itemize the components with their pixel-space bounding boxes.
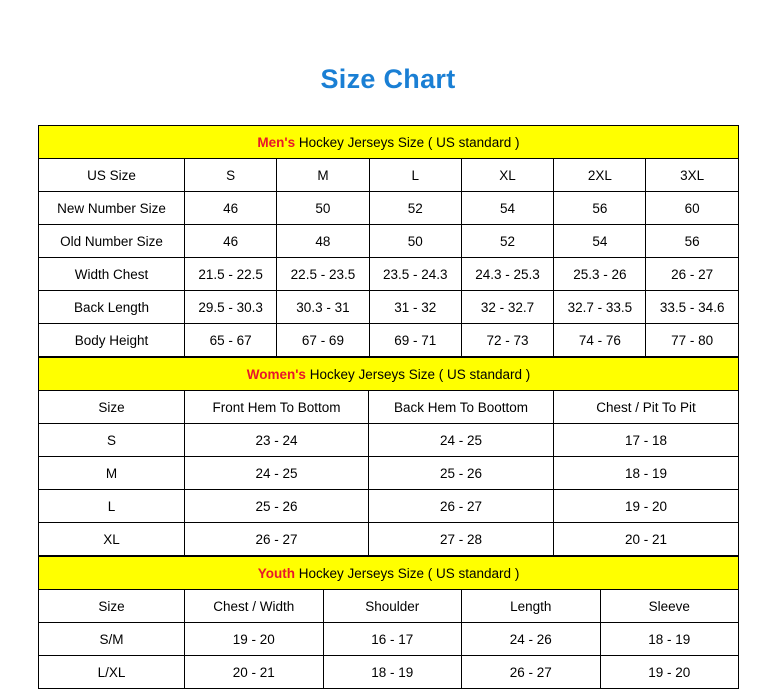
youth-row-0-val-1: 16 - 17 (323, 623, 462, 656)
womens-row-0-val-2: 17 - 18 (554, 424, 739, 457)
mens-row-4-val-2: 69 - 71 (369, 324, 461, 357)
womens-col-0: Size (39, 391, 185, 424)
mens-row-4-label: Body Height (39, 324, 185, 357)
youth-section-header-row (39, 557, 739, 590)
youth-row-1-label: L/XL (39, 656, 185, 689)
mens-section-header (39, 126, 739, 159)
table-row (39, 258, 739, 291)
mens-row-3-val-0: 29.5 - 30.3 (185, 291, 277, 324)
mens-row-3-val-5: 33.5 - 34.6 (646, 291, 738, 324)
mens-row-2-val-2: 23.5 - 24.3 (369, 258, 461, 291)
mens-row-2-val-1: 22.5 - 23.5 (277, 258, 369, 291)
mens-row-4-val-5: 77 - 80 (646, 324, 738, 357)
youth-row-1-val-2: 26 - 27 (462, 656, 601, 689)
youth-row-1-val-0: 20 - 21 (185, 656, 324, 689)
womens-row-0-label: S (39, 424, 185, 457)
womens-row-2-val-0: 25 - 26 (185, 490, 369, 523)
mens-row-0-val-3: 54 (461, 192, 553, 225)
mens-header-accent: Men's (257, 134, 296, 150)
womens-col-2: Back Hem To Boottom (369, 391, 554, 424)
mens-column-header-row (39, 159, 739, 192)
table-row (39, 490, 739, 523)
womens-row-3-val-2: 20 - 21 (554, 523, 739, 556)
youth-header-rest: Hockey Jerseys Size ( US standard ) (294, 565, 520, 581)
womens-column-header-row (39, 391, 739, 424)
youth-row-0-val-2: 24 - 26 (462, 623, 601, 656)
mens-row-0-val-1: 50 (277, 192, 369, 225)
mens-size-table (38, 125, 739, 357)
mens-row-3-val-2: 31 - 32 (369, 291, 461, 324)
womens-row-3-label: XL (39, 523, 185, 556)
youth-col-2: Shoulder (323, 590, 462, 623)
table-row (39, 225, 739, 258)
womens-row-0-val-1: 24 - 25 (369, 424, 554, 457)
youth-row-0-val-0: 19 - 20 (185, 623, 324, 656)
mens-row-3-label: Back Length (39, 291, 185, 324)
mens-row-1-val-3: 52 (461, 225, 553, 258)
youth-row-1-val-1: 18 - 19 (323, 656, 462, 689)
mens-row-2-val-5: 26 - 27 (646, 258, 738, 291)
mens-row-0-val-5: 60 (646, 192, 738, 225)
table-row (39, 424, 739, 457)
mens-row-3-val-3: 32 - 32.7 (461, 291, 553, 324)
youth-col-1: Chest / Width (185, 590, 324, 623)
table-row (39, 656, 739, 689)
mens-row-1-label: Old Number Size (39, 225, 185, 258)
womens-header-accent: Women's (246, 366, 306, 382)
womens-row-1-label: M (39, 457, 185, 490)
mens-header-rest: Hockey Jerseys Size ( US standard ) (295, 134, 520, 150)
mens-col-6: 3XL (646, 159, 738, 192)
size-chart-tables (38, 125, 738, 689)
youth-column-header-row (39, 590, 739, 623)
mens-row-4-val-3: 72 - 73 (461, 324, 553, 357)
womens-row-0-val-0: 23 - 24 (185, 424, 369, 457)
womens-row-1-val-2: 18 - 19 (554, 457, 739, 490)
youth-col-4: Sleeve (600, 590, 739, 623)
youth-row-0-label: S/M (39, 623, 185, 656)
mens-row-1-val-0: 46 (185, 225, 277, 258)
mens-row-4-val-0: 65 - 67 (185, 324, 277, 357)
table-row (39, 457, 739, 490)
youth-section-header (39, 557, 739, 590)
womens-row-3-val-1: 27 - 28 (369, 523, 554, 556)
womens-section-header-row (39, 358, 739, 391)
womens-col-3: Chest / Pit To Pit (554, 391, 739, 424)
mens-row-2-val-3: 24.3 - 25.3 (461, 258, 553, 291)
youth-row-0-val-3: 18 - 19 (600, 623, 739, 656)
mens-col-0: US Size (39, 159, 185, 192)
youth-size-table (38, 556, 739, 689)
womens-section-header (39, 358, 739, 391)
mens-row-3-val-4: 32.7 - 33.5 (554, 291, 646, 324)
mens-row-4-val-1: 67 - 69 (277, 324, 369, 357)
youth-header-accent: Youth (257, 565, 295, 581)
mens-row-0-label: New Number Size (39, 192, 185, 225)
youth-row-1-val-3: 19 - 20 (600, 656, 739, 689)
youth-col-3: Length (462, 590, 601, 623)
womens-row-1-val-1: 25 - 26 (369, 457, 554, 490)
table-row (39, 192, 739, 225)
mens-row-2-label: Width Chest (39, 258, 185, 291)
womens-size-table (38, 357, 739, 556)
mens-row-2-val-4: 25.3 - 26 (554, 258, 646, 291)
table-row (39, 291, 739, 324)
mens-col-3: L (369, 159, 461, 192)
mens-row-1-val-5: 56 (646, 225, 738, 258)
mens-col-4: XL (461, 159, 553, 192)
mens-row-1-val-4: 54 (554, 225, 646, 258)
womens-row-2-val-2: 19 - 20 (554, 490, 739, 523)
mens-row-2-val-0: 21.5 - 22.5 (185, 258, 277, 291)
mens-row-0-val-2: 52 (369, 192, 461, 225)
womens-col-1: Front Hem To Bottom (185, 391, 369, 424)
mens-col-2: M (277, 159, 369, 192)
womens-header-rest: Hockey Jerseys Size ( US standard ) (305, 366, 531, 382)
mens-row-3-val-1: 30.3 - 31 (277, 291, 369, 324)
page-title: Size Chart (320, 64, 456, 94)
mens-row-4-val-4: 74 - 76 (554, 324, 646, 357)
mens-row-0-val-0: 46 (185, 192, 277, 225)
mens-section-header-row (39, 126, 739, 159)
table-row (39, 623, 739, 656)
table-row (39, 324, 739, 357)
table-row (39, 523, 739, 556)
mens-col-1: S (185, 159, 277, 192)
mens-col-5: 2XL (554, 159, 646, 192)
youth-col-0: Size (39, 590, 185, 623)
mens-row-0-val-4: 56 (554, 192, 646, 225)
womens-row-3-val-0: 26 - 27 (185, 523, 369, 556)
womens-row-1-val-0: 24 - 25 (185, 457, 369, 490)
womens-row-2-val-1: 26 - 27 (369, 490, 554, 523)
womens-row-2-label: L (39, 490, 185, 523)
mens-row-1-val-1: 48 (277, 225, 369, 258)
mens-row-1-val-2: 50 (369, 225, 461, 258)
